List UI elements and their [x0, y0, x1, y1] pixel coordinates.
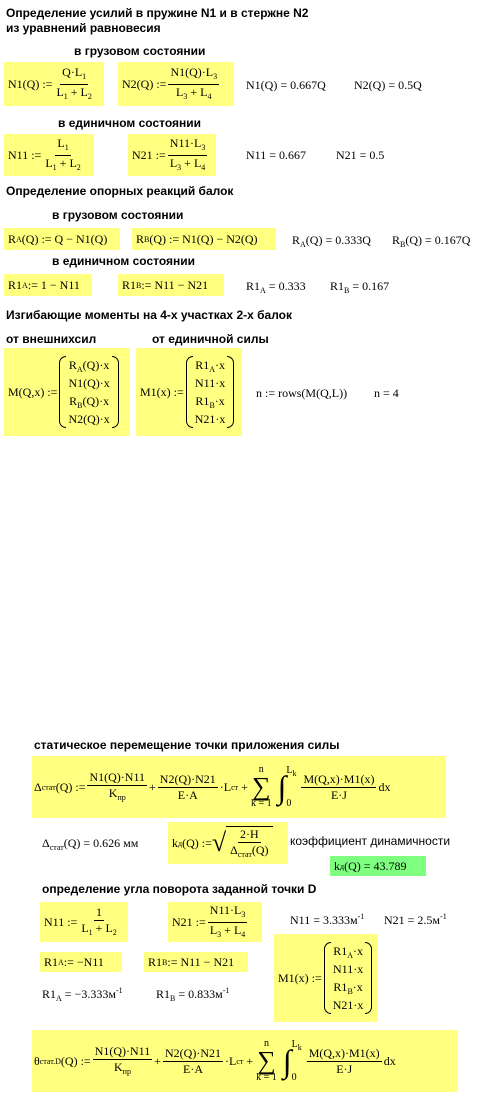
result-n21: N21 = 0.5 [336, 148, 385, 162]
eq-kd-box[interactable]: k д (Q) := √ $\frac{2\cdot H}{\Delta_{стат}(Q)}$ [168, 822, 288, 864]
heading-unit-force: от единичной силы [152, 332, 269, 346]
result-r1b: $R1_B = 0.167$ [330, 279, 390, 295]
result-r1b2: $R1_B = 0.833м^{-1}$ [156, 986, 230, 1003]
eq-n1q-box[interactable]: N1(Q) := $\frac{Q\cdot L_1}{L_1 + L_2}$ [4, 62, 104, 106]
heading-rotation-angle: определение угла поворота заданной точки D [42, 882, 317, 896]
result-n2q: N2(Q) = 0.5Q [354, 78, 422, 92]
heading-forces: Определение усилий в пружине N1 и в стержне N2 [6, 6, 309, 20]
eq-r1b2-box[interactable]: R1 B := N11 − N21 [144, 952, 248, 972]
result-n11b: $N11 = 3.333м^{-1}$ [290, 912, 365, 927]
heading-load-state: в грузовом состоянии [74, 44, 206, 58]
result-n11: N11 = 0.667 [246, 148, 306, 162]
heading-unit-state: в единичном состоянии [58, 116, 202, 130]
eq-r1a2-box[interactable]: R1 A := −N11 [40, 952, 122, 972]
eq-m1x-2-box[interactable]: M1(x) := $R1_A\cdot x$ N11·x $R1_B\cdot x$ N21·x [274, 934, 378, 1022]
label-dynamic-coefficient: коэффициент динамичности [290, 834, 451, 848]
eq-rb-box[interactable]: R B (Q) := N1(Q) − N2(Q) [132, 228, 276, 250]
heading-static-displacement: статическое перемещение точки приложения силы [34, 738, 340, 752]
matrix: $R1_A\cdot x$ N11·x $R1_B\cdot x$ N21·x [324, 942, 373, 1014]
eq-n11b-box[interactable]: N11 := $\frac{1}{L_1 + L_2}$ [40, 902, 128, 942]
eq-r1b-box[interactable]: R1 B := N11 − N21 [118, 274, 224, 296]
sqrt-symbol: √ $\frac{2\cdot H}{\Delta_{стат}(Q)}$ [212, 826, 273, 861]
result-rb: $R_B(Q) = 0.167Q$ [392, 233, 471, 249]
sum-symbol: n ∑ k = 1 [250, 764, 272, 809]
heading-load-state-2: в грузовом состоянии [52, 208, 184, 222]
result-kd-box: k д (Q) = 43.789 [330, 856, 426, 876]
heading-unit-state-2: в единичном состоянии [52, 254, 196, 268]
heading-moments: Изгибающие моменты на 4-х участках 2-х балок [6, 308, 293, 322]
result-n: n = 4 [374, 386, 399, 400]
matrix: $R_A(Q)\cdot x$ N1(Q)·x $R_B(Q)\cdot x$ N2(Q)·x [59, 356, 118, 428]
eq-n21-box[interactable]: N21 := $\frac{N11\cdot L_3}{L_3 + L_4}$ [128, 134, 216, 176]
result-n1q: N1(Q) = 0.667Q [246, 78, 326, 92]
heading-reactions: Определение опорных реакций балок [6, 184, 234, 198]
result-n21b: $N21 = 2.5м^{-1}$ [384, 912, 447, 927]
eq-mqx-box[interactable]: M(Q,x) := $R_A(Q)\cdot x$ N1(Q)·x $R_B(Q)\cdot x$ N2(Q)·x [4, 348, 130, 436]
sum-symbol: n ∑ k = 1 [256, 1038, 277, 1083]
eq-ra-box[interactable]: R A (Q) := Q − N1(Q) [4, 228, 120, 250]
result-r1a: $R1_A = 0.333$ [246, 279, 306, 295]
eq-theta-box[interactable]: θ стат.D (Q) := $\frac{N1(Q)\cdot N11}{K_{пр}}$ + $\frac{N2(Q)\cdot N21}{E\cdot A}$ ·L ст + n ∑ k = 1 ∫ $L_k$ 0 $\frac{M(Q,x)\cdot M1(x)}{E\cdot J}$ dx [32, 1030, 458, 1092]
eq-r1a-box[interactable]: R1 A := 1 − N11 [4, 274, 92, 296]
eq-n11-box[interactable]: N11 := $\frac{L_1}{L_1 + L_2}$ [4, 134, 94, 176]
matrix: $R1_A\cdot x$ N11·x $R1_B\cdot x$ N21·x [186, 356, 235, 428]
fraction: $\frac{Q\cdot L_1}{L_1 + L_2}$ [56, 64, 92, 101]
heading-external: от внешнихсил [6, 332, 97, 346]
eq-n-rows: n := rows(M(Q,L)) [256, 386, 348, 400]
integral-symbol: ∫ $L_k$ 0 [277, 765, 297, 809]
integral-symbol: ∫ $L_k$ 0 [282, 1039, 302, 1083]
heading-forces-sub: из уравнений равновесия [6, 21, 161, 35]
eq-m1x-box[interactable]: M1(x) := $R1_A\cdot x$ N11·x $R1_B\cdot x$ N21·x [136, 348, 242, 436]
result-ra: $R_A(Q) = 0.333Q$ [292, 233, 371, 249]
result-delta: $\Delta_{стат}(Q) = 0.626$ мм [42, 836, 139, 852]
eq-delta-box[interactable]: Δ стат (Q) := $\frac{N1(Q)\cdot N11}{K_{пр}}$ + $\frac{N2(Q)\cdot N21}{E\cdot A}$ ·L ст + n ∑ k = 1 ∫ $L_k$ 0 $\frac{M(Q,x)\cdot M1(x)}{E\cdot J}$ dx [32, 756, 446, 818]
result-r1a2: $R1_A = -3.333м^{-1}$ [42, 986, 123, 1003]
eq-n2q-box[interactable]: N2(Q) := $\frac{N1(Q)\cdot L_3}{L_3 + L_4}$ [118, 62, 234, 106]
eq-n21b-box[interactable]: N21 := $\frac{N11\cdot L_3}{L_3 + L_4}$ [168, 902, 262, 942]
